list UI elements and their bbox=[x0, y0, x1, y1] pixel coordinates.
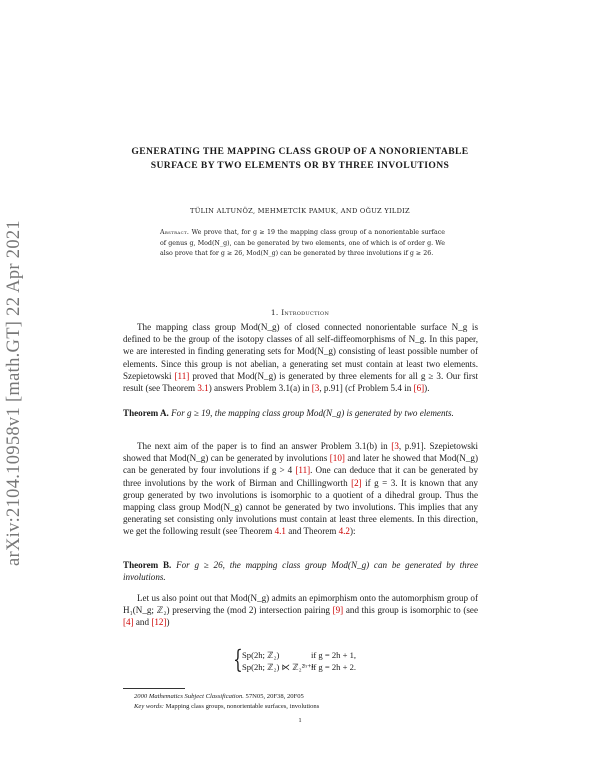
text-run: Let us also point out that Mod(N_g) admits an epimorphism onto the automorphism group of H₁(N_g; ℤ₂) preserving the (mod 2) intersection pairing bbox=[123, 593, 478, 616]
intro-paragraph-3 bbox=[123, 592, 478, 629]
text-run: ) answers Problem 3.1(a) in bbox=[208, 383, 310, 394]
text-run: and bbox=[135, 617, 150, 628]
citation-link[interactable]: [9] bbox=[332, 605, 344, 616]
case-1-condition: if g = 2h + 1, bbox=[311, 650, 357, 660]
text-run: and Theorem bbox=[288, 526, 337, 537]
text-run: The next aim of the paper is to find an answer Problem 3.1(b) in bbox=[137, 441, 388, 451]
equation-case-1 bbox=[236, 650, 436, 662]
section-heading bbox=[120, 308, 480, 317]
footnote-msc bbox=[134, 692, 484, 702]
keywords-value: Mapping class groups, nonorientable surfaces, involutions bbox=[165, 703, 320, 710]
text-run: , p.91] (cf Problem 5.4 in bbox=[319, 383, 412, 394]
left-brace: { bbox=[233, 645, 243, 674]
theorem-b bbox=[123, 559, 478, 583]
text-run: if g = 3. It is known that any group generated by two involutions is isomorphic to a quotient of a dihedral group. Thus the mapping class group Mod(N_g) cannot be generated by two involutions. This implies that any generating set consisting only involutions must contain at least three elements. In this direction, we get the following result (see Theorem bbox=[123, 477, 478, 537]
msc-label: 2000 Mathematics Subject Classification. bbox=[134, 693, 244, 700]
citation-link[interactable]: [3 bbox=[311, 383, 320, 394]
arxiv-identifier: arXiv:2104.10958v1 [math.GT] 22 Apr 2021 bbox=[4, 220, 24, 566]
text-run: . One can deduce that it can be generated by three involutions by the work of Birman and Chillingworth bbox=[123, 465, 479, 488]
case-1-group: Sp(2h; ℤ₂) bbox=[242, 650, 280, 660]
text-run: ). bbox=[424, 383, 430, 394]
abstract-label: Abstract. bbox=[160, 229, 190, 236]
theorem-b-label: Theorem B. bbox=[123, 560, 172, 570]
msc-value: 57N05, 20F38, 20F05 bbox=[245, 693, 304, 700]
theorem-link[interactable]: 4.2 bbox=[338, 526, 350, 537]
citation-link[interactable]: [11] bbox=[174, 370, 190, 381]
theorem-a-statement: For g ≥ 19, the mapping class group Mod(N_g) is generated by two elements. bbox=[171, 408, 454, 418]
theorem-a bbox=[123, 407, 478, 419]
text-run: , p.91]. Szepietowski showed that Mod(N_g) can be generated by involutions bbox=[123, 441, 478, 464]
citation-link[interactable]: [4] bbox=[123, 617, 134, 628]
citation-link[interactable]: [11] bbox=[295, 465, 311, 476]
footnote-rule bbox=[123, 688, 185, 689]
theorem-link[interactable]: 3.1 bbox=[197, 383, 209, 394]
text-run: ) bbox=[166, 617, 170, 628]
abstract-text: We prove that, for g ≥ 19 the mapping class group of a nonorientable surface of genus g, Mod(N_g), can be generated by two elements, one of which is of order g. We also prove that for g ≥ 26, Mod(N_g) can be generated by three involutions if g ≥ 26. bbox=[160, 229, 445, 258]
text-run: and this group is isomorphic to (see bbox=[345, 605, 478, 616]
footnote-keywords bbox=[134, 702, 484, 712]
text-run: The mapping class group Mod(N_g) of closed connected nonorientable surface N_g is defined to be the group of the isotopy classes of all self-diffeomorphisms of N_g. In this paper, we are interested in finding generating sets for Mod(N_g) consisting of least possible number of elements. Since this group is not abelian, a generating set must contain at least two elements. Szepietowski bbox=[123, 322, 478, 381]
theorem-a-label: Theorem A. bbox=[123, 408, 169, 418]
text-run: and later he showed that Mod(N_g) can be generated by four involutions if g > 4 bbox=[123, 453, 478, 476]
citation-link[interactable]: [3 bbox=[391, 441, 399, 451]
citation-link[interactable]: [12] bbox=[151, 617, 167, 628]
intro-paragraph-1 bbox=[123, 321, 478, 394]
text-run: ): bbox=[349, 526, 356, 537]
equation-case-2 bbox=[236, 662, 436, 674]
citation-link[interactable]: [10] bbox=[329, 453, 345, 464]
author-list: TÜLIN ALTUNÖZ, MEHMETCİK PAMUK, AND OĞUZ YILDIZ bbox=[190, 207, 410, 215]
citation-link[interactable]: [2] bbox=[351, 477, 362, 488]
section-title: Introduction bbox=[281, 308, 330, 317]
citation-link[interactable]: [6] bbox=[413, 383, 425, 394]
case-2-group: Sp(2h; ℤ₂) ⋉ ℤ₂²ʰ⁺¹ bbox=[242, 662, 315, 672]
text-run: proved that Mod(N_g) is generated by three elements for all g ≥ 3. Our first result (see Theorem bbox=[123, 370, 479, 394]
abstract bbox=[160, 228, 445, 260]
theorem-b-statement: For g ≥ 26, the mapping class group Mod(N_g) can be generated by three involutions. bbox=[123, 560, 478, 583]
section-number: 1. bbox=[270, 308, 279, 317]
theorem-link[interactable]: 4.1 bbox=[274, 526, 286, 537]
keywords-label: Key words: bbox=[134, 703, 164, 710]
intro-paragraph-2 bbox=[123, 440, 478, 538]
display-equation bbox=[233, 645, 436, 674]
page-number: 1 bbox=[298, 717, 302, 724]
paper-title: GENERATING THE MAPPING CLASS GROUP OF A NONORIENTABLE SURFACE BY TWO ELEMENTS OR BY THREE INVOLUTIONS bbox=[131, 146, 469, 171]
case-2-condition: if g = 2h + 2. bbox=[311, 662, 357, 672]
